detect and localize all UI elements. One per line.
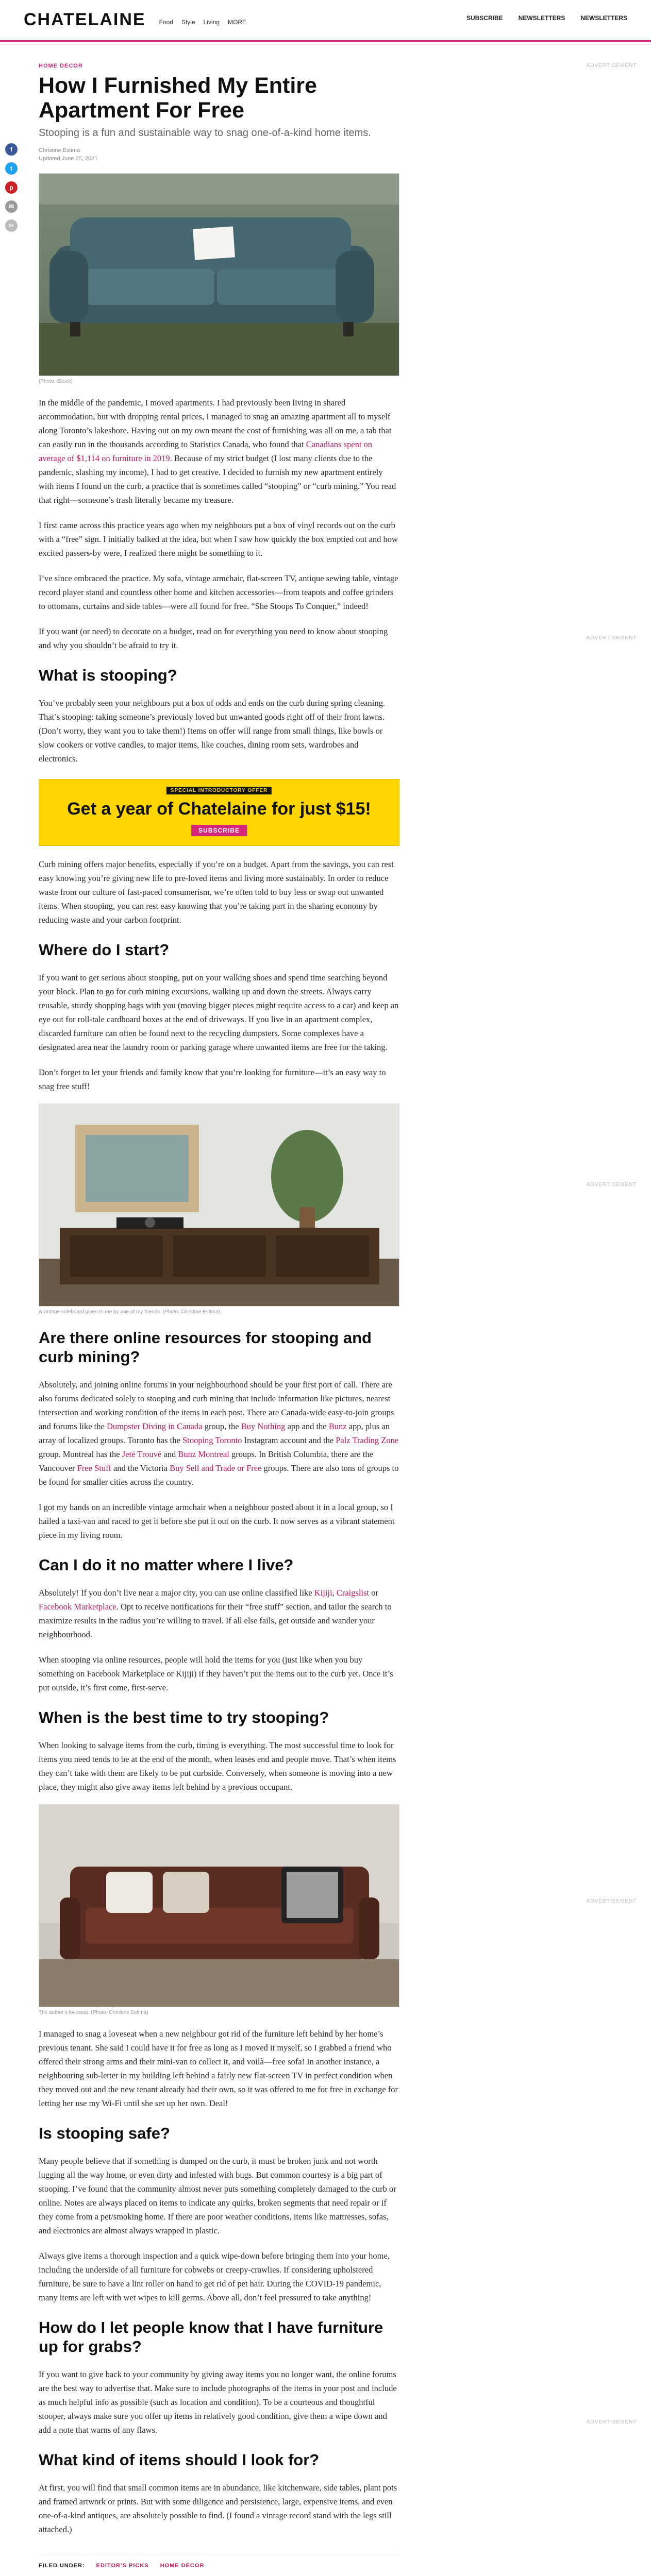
loveseat-photo xyxy=(39,1804,399,2007)
filed-label: FILED UNDER: xyxy=(39,2563,85,2569)
paragraph: Curb mining offers major benefits, especially if you’re on a budget. Apart from the savings, you can rest easy knowing you’re giving new life to pre-loved items and living more sustainably. In order to reduce waste from our culture of fast-paced consumerism, we’re often told to buy less or swap out unwanted items. When stooping, you can rest easy knowing that you’re taking part in the sharing economy by reducing waste and your carbon footprint. xyxy=(39,859,394,925)
section-heading: Can I do it no matter where I live? xyxy=(39,1556,294,1574)
paragraph: I managed to snag a loveseat when a new neighbour got rid of the furniture left behind by her home’s previous tenant. She said I could have it for free as long as I moved it myself, so I grabbed a friend who offered their strong arms and their mini-van to collect it, and voilà—free sofa! In another instance, a neighbouring sub-letter in my building left behind a fairly new flat-screen TV in perfect condition when they moved out and the new tenant already had their own, so it was offered to me for free in exchange for letting her use my Wi-Fi until she set up her own. Deal! xyxy=(39,2029,398,2108)
photo-caption: The author’s loveseat. (Photo: Christine Estima) xyxy=(39,2010,148,2015)
hero-photo xyxy=(39,173,399,376)
tag-editors-picks[interactable]: EDITOR'S PICKS xyxy=(96,2563,149,2569)
advertisement-label: ADVERTISEMENT xyxy=(586,63,637,69)
promo-title: Get a year of Chatelaine for just $15! xyxy=(67,799,371,819)
updated-date: Updated June 25, 2021 xyxy=(39,156,98,162)
inline-link[interactable]: Buy Nothing xyxy=(241,1421,286,1431)
nav-item-food[interactable]: Food xyxy=(159,18,173,26)
section-heading: How do I let people know that I have furniture up for grabs? xyxy=(39,2318,383,2355)
inline-link[interactable]: Dumpster Diving in Canada xyxy=(106,1421,203,1431)
ad-slot xyxy=(572,1904,651,2419)
ad-slot xyxy=(572,641,651,1182)
section-heading: What is stooping? xyxy=(39,666,177,684)
sideboard-illustration xyxy=(39,1104,399,1307)
section-heading: Where do I start? xyxy=(39,941,170,959)
advertisement-label: ADVERTISEMENT xyxy=(586,1182,637,1188)
section-heading: When is the best time to try stooping? xyxy=(39,1708,329,1726)
photo-caption: A vintage sideboard given to me by one of my friends. (Photo: Christine Estima) xyxy=(39,1309,220,1315)
pinterest-icon[interactable]: p xyxy=(5,181,18,194)
paragraph: If you want (or need) to decorate on a budget, read on for everything you need to know about stooping and why you shouldn’t be afraid to try it. xyxy=(39,626,388,650)
nav-item-style[interactable]: Style xyxy=(181,18,195,26)
sofa-illustration xyxy=(39,174,399,376)
paragraph: Don’t forget to let your friends and family know that you’re looking for furniture—it’s an easy way to snag free stuff! xyxy=(39,1067,386,1091)
advertisement-label: ADVERTISEMENT xyxy=(586,1899,637,1904)
section-heading: Is stooping safe? xyxy=(39,2124,170,2142)
inline-link[interactable]: Jeté Trouvé xyxy=(122,1449,162,1459)
inline-link[interactable]: Bunz xyxy=(328,1421,347,1431)
article-title: How I Furnished My Entire Apartment For Free xyxy=(39,73,317,123)
email-icon[interactable]: ✉ xyxy=(5,200,18,213)
site-logo[interactable]: CHATELAINE xyxy=(24,10,146,29)
nav-item-living[interactable]: Living xyxy=(203,18,220,26)
advertisement-label: ADVERTISEMENT xyxy=(586,635,637,641)
header-actions xyxy=(466,14,627,22)
twitter-icon[interactable]: t xyxy=(5,162,18,175)
filed-under xyxy=(39,2555,399,2569)
paragraph: If you want to get serious about stooping, put on your walking shoes and spend time searching beyond your block. Plan to go for curb mining excursions, walking up and down the streets. Always carry reusable, sturdy shopping bags with you (moving bigger pieces might require access to a car) and keep an eye out for roll-tale cardboard boxes at the end of driveways. If you live in an apartment complex, discarded furniture can often be found next to the recycling dumpsters. Some complexes have a designated area near the laundry room or parking garage where unwanted items are free for the taking. xyxy=(39,973,399,1052)
inline-link[interactable]: Facebook Marketplace xyxy=(39,1602,116,1612)
paragraph: Absolutely! If you don’t live near a major city, you can use online classified like Kijiji, Craigslist or Facebook Marketplace. Opt to receive notifications for their “free stuff” section, and tailor the search to maximize results in the radius you’re willing to travel. If all else fails, get outside and wander your neighbourhood. xyxy=(39,1588,392,1639)
paragraph: Many people believe that if something is dumped on the curb, it must be broken junk and not worth lugging all the way home, or even dirty and infested with bugs. But common courtesy is a big part of stooping. I’ve found that the community almost never puts something completely damaged to the curb or online. Notes are always placed on items to indicate any quirks, broken segments that need repair or if they come from a pet/smoking home. If there are poor weather conditions, items like mattresses, sofas, and electronics are almost always wrapped in plastic. xyxy=(39,2156,396,2235)
paragraph: Absolutely, and joining online forums in your neighbourhood should be your first port of call. There are also forums dedicated solely to stooping and curb mining that include information like pictures, nearest intersection and working condition of the items in each post. There are Canada-wide easy-to-join groups and forums like the Dumpster Diving in Canada group, the Buy Nothing app and the Bunz app, plus an array of localized groups. Toronto has the Stooping Toronto Instagram account and the Palz Trading Zone group. Montreal has the Jeté Trouvé and Bunz Montreal groups. In British Columbia, there are the Vancouver Free Stuff and the Victoria Buy Sell and Trade or Free groups. There are also tons of groups to be found for smaller cities across the country. xyxy=(39,1380,399,1487)
paragraph: In the middle of the pandemic, I moved apartments. I had previously been living in shared accommodation, but with dropping rental prices, I managed to snag an amazing apartment all to myself along Toronto’s lakeshore. Having out on my own meant the cost of furnishing was all on me, a tab that can easily run in the thousands according to Statistics Canada, who found that Canadians spent on average of $1,114 on furniture in 2019. Because of my strict budget (I lost many clients due to the pandemic, slashing my income), I had to get creative. I decided to furnish my new apartment entirely with items I found on the curb, a practice that is sometimes called “stooping” or “curb mining.” You read that right—someone’s trash literally became my treasure. xyxy=(39,398,396,505)
paragraph: I got my hands on an incredible vintage armchair when a neighbour posted about it in a local group, so I hailed a taxi-van and raced to get it before she put it out on the curb. It now serves as a vibrant statement piece in my living room. xyxy=(39,1502,395,1540)
subscription-promo[interactable] xyxy=(39,779,399,846)
paragraph: You’ve probably seen your neighbours put a box of odds and ends on the curb during spring cleaning. That’s stooping: taking someone’s previously loved but unwanted goods right off of their front lawns. (Don’t worry, they want you to take them!) Items on offer will range from small things, like bowls or slow cookers or votive candles, to major items, like couches, dining room sets, wardrobes and electronics. xyxy=(39,698,385,764)
tag-home-decor[interactable]: HOME DECOR xyxy=(160,2563,205,2569)
ad-slot xyxy=(572,1188,651,1899)
section-heading: What kind of items should I look for? xyxy=(39,2451,320,2469)
author-name[interactable]: Christine Estima xyxy=(39,147,80,154)
site-header xyxy=(0,0,651,40)
sideboard-photo xyxy=(39,1104,399,1307)
paragraph: Always give items a thorough inspection and a quick wipe-down before bringing them into your home, including the underside of all furniture for cobwebs or creepy-crawlies. If considering upholstered furniture, be sure to have a lint roller on hand to get rid of pet hair. During the COVID-19 pandemic, many items are left with wet wipes to kill germs. Above all, don’t feel pressured to take anything! xyxy=(39,2251,390,2302)
loveseat-illustration xyxy=(39,1805,399,2007)
main-nav xyxy=(159,19,246,26)
paragraph: I’ve since embraced the practice. My sofa, vintage armchair, flat-screen TV, antique sewing table, vintage record player stand and countless other home and kitchen accessories—from teapots and coffee grinders to ottomans, curtains and side tables—were all found for free. “She Stoops To Conquer,” indeed! xyxy=(39,573,398,611)
subscribe-link[interactable]: SUBSCRIBE xyxy=(466,14,503,22)
inline-link[interactable]: Craigslist xyxy=(336,1588,370,1598)
inline-link[interactable]: Stooping Toronto xyxy=(182,1435,242,1445)
photo-caption: (Photo: iStock) xyxy=(39,379,73,384)
section-heading: Are there online resources for stooping and curb mining? xyxy=(39,1329,372,1366)
facebook-icon[interactable]: f xyxy=(5,143,18,156)
paragraph: When stooping via online resources, people will hold the items for you (just like when you buy something on Facebook Marketplace or Kijiji) if they haven’t put the items out to the curb yet. Once it’s put outside, it’s first come, first-serve. xyxy=(39,1655,393,1692)
inline-link[interactable]: Canadians spent on average of $1,114 on furniture in 2019. xyxy=(39,439,373,463)
paragraph: When looking to salvage items from the curb, timing is everything. The most successful time to look for items you need tends to be at the end of the month, when leases end and people move. That’s when items they can’t take with them are likely to be put curbside. Conversely, when someone is moving into a new place, they might also give away items left behind by a previous occupant. xyxy=(39,1740,396,1792)
inline-link[interactable]: Kijiji xyxy=(314,1588,332,1598)
promo-tag: SPECIAL INTRODUCTORY OFFER xyxy=(166,787,272,794)
byline xyxy=(39,146,399,163)
paragraph: If you want to give back to your community by giving away items you no longer want, the online forums are the best way to advertise that. Make sure to include photographs of the items in your post and include as much helpful info as possible (such as location and condition). To be a courteous and thoughtful stooper, always make sure you offer up items in relatively good condition, give them a wipe down and add a note that warns of any flaws. xyxy=(39,2369,397,2435)
ad-slot xyxy=(572,69,651,635)
clip-icon[interactable]: ✂ xyxy=(5,219,18,232)
inline-link[interactable]: Palz Trading Zone xyxy=(336,1435,399,1445)
newsletters-link[interactable]: NEWSLETTERS xyxy=(518,14,565,22)
inline-link[interactable]: Buy Sell and Trade or Free xyxy=(170,1463,262,1473)
share-bar xyxy=(5,143,18,232)
paragraph: I first came across this practice years ago when my neighbours put a box of vinyl records out on the curb with a “free” sign. I initially balked at the idea, but when I saw how quickly the box emptied out and how excited passers-by were, I realized there might be something to it. xyxy=(39,520,398,558)
advertisement-label: ADVERTISEMENT xyxy=(586,2419,637,2425)
article-kicker[interactable]: HOME DECOR xyxy=(39,63,83,69)
article-dek: Stooping is a fun and sustainable way to snag one-of-a-kind home items. xyxy=(39,127,371,139)
article-body xyxy=(39,63,399,2569)
inline-link[interactable]: Bunz Montreal xyxy=(178,1449,229,1459)
paragraph: At first, you will find that small common items are in abundance, like kitchenware, side tables, plant pots and framed artwork or prints. But with some diligence and persistence, large, expensive items, and even one-of-a-kind antiques, are absolutely possible to find. (I found a vintage record stand with the legs still attached.) xyxy=(39,2483,397,2534)
inline-link[interactable]: Free Stuff xyxy=(77,1463,111,1473)
subscribe-button[interactable]: SUBSCRIBE xyxy=(191,825,247,836)
sidebar xyxy=(572,63,651,2569)
nav-item-more[interactable]: MORE xyxy=(228,18,246,26)
newsletters-link-2[interactable]: NEWSLETTERS xyxy=(580,14,627,22)
